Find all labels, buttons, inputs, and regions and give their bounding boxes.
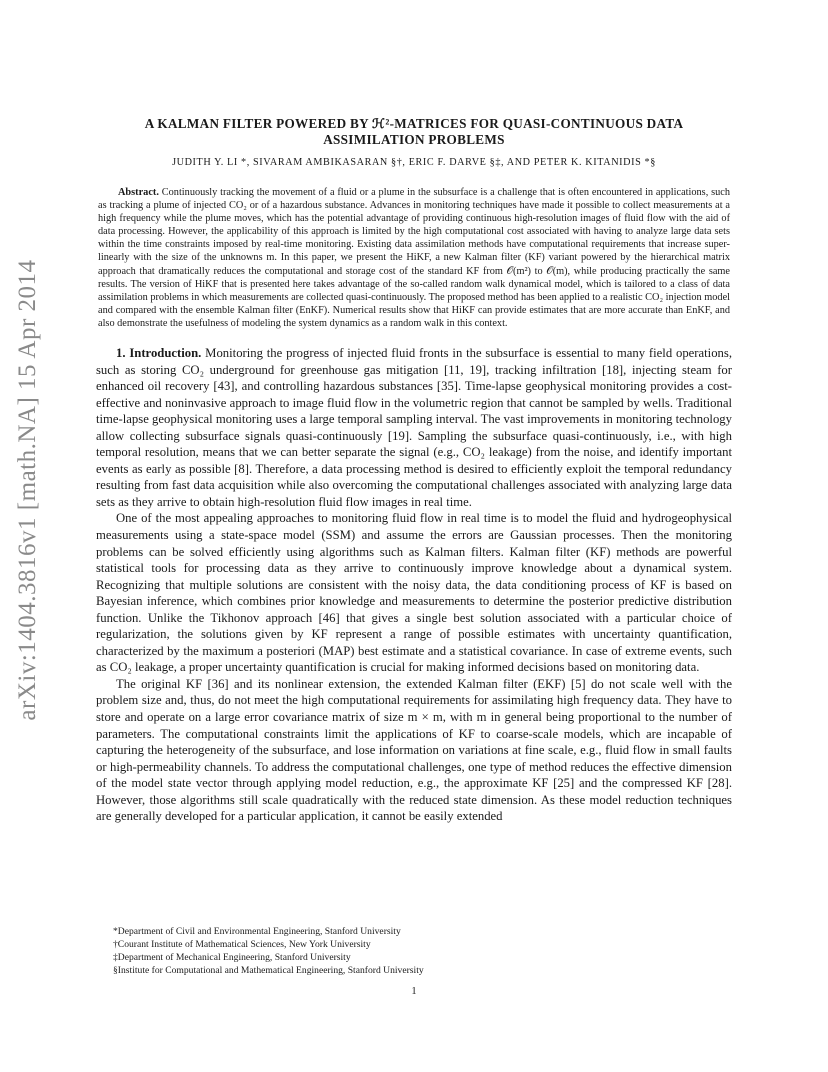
- footnotes: [113, 925, 713, 977]
- footnote: †Courant Institute of Mathematical Sciences, New York University: [113, 939, 371, 950]
- paper-title: [96, 116, 732, 148]
- page-number: 1: [411, 986, 417, 997]
- paragraph-3: The original KF [36] and its nonlinear extension, the extended Kalman filter (EKF) [5] do not scale well with the problem size and, thus, do not meet the high computational requirements for assimilating high frequency data. They have to store and operate on a large error covariance matrix of size m × m, with m in general being proportional to the number of parameters. The computational constraints limit the applications of KF to coarse-scale models, which are incapable of capturing the heterogeneity of the subsurface, and lose information on variations at fine scale, e.g., fluid flow in small faults or high-permeability channels. To address the computational challenges, one type of method reduces the effective dimension of the model state vector through applying model reduction, e.g., the approximate KF [25] and the compressed KF [28]. However, those algorithms still scale quadratically with the reduced state dimension. As these model reduction techniques are generally developed for a particular application, it cannot be easily extended: [96, 676, 732, 824]
- authors: JUDITH Y. LI *, SIVARAM AMBIKASARAN §†, ERIC F. DARVE §‡, AND PETER K. KITANIDIS *§: [172, 157, 656, 168]
- paragraph-1: [96, 345, 732, 510]
- arxiv-stamp: [8, 240, 48, 740]
- paragraph-1-text: Monitoring the progress of injected fluid fronts in the subsurface is essential to many field operations, such as storing CO₂ underground for greenhouse gas mitigation [11, 19], tracking infiltration [18], injecting steam for enhanced oil recovery [43], and controlling hazardous substances [35]. Time-lapse geophysical monitoring provides a cost-effective and noninvasive approach to image fluid flow in the volumetric region that cannot be sampled by wells. Traditional time-lapse geophysical monitoring uses a large temporal sampling interval. The vast improvements in monitoring technology allow collecting subsurface signals quasi-continuously [19]. Sampling the subsurface quasi-continuously, i.e., with high temporal resolution, means that we can better separate the signal (e.g., CO₂ leakage) from the noise, and identify important events as early as possible [8]. Therefore, a data processing method is desired to efficiently exploit the temporal redundancy resulting from fast data acquisition while also overcoming the computational challenges associated with analyzing large data sets as they arrive to obtain high-resolution fluid flow images in real time.: [96, 346, 732, 509]
- footnote: ‡Department of Mechanical Engineering, Stanford University: [113, 952, 351, 963]
- abstract: [98, 186, 730, 330]
- title-line-1: A KALMAN FILTER POWERED BY ℋ²-MATRICES FOR QUASI-CONTINUOUS DATA: [144, 116, 684, 131]
- section-heading: 1. Introduction.: [116, 346, 202, 360]
- paragraph-2: One of the most appealing approaches to monitoring fluid flow in real time is to model the fluid and hydrogeophysical measurements using a state-space model (SSM) and assume the errors are Gaussian processes. Then the monitoring problems can be solved efficiently using algorithms such as Kalman filters. Kalman filter (KF) methods are powerful statistical tools for processing data as they arrive to continuously improve knowledge about a dynamical system. Recognizing that multiple solutions are consistent with the noisy data, the data conditioning process of KF is based on Bayesian inference, which combines prior knowledge and measurements to determine the posterior predictive distribution function. Unlike the Tikhonov approach [46] that gives a single best solution associated with a particular choice of regularization, the solutions given by KF represent a range of possible estimates with uncertainty quantification, characterized by the maximum a posteriori (MAP) best estimate and a statistical covariance. In case of extreme events, such as CO₂ leakage, a proper uncertainty quantification is crucial for making informed decisions based on monitoring data.: [96, 511, 732, 675]
- abstract-text: Continuously tracking the movement of a fluid or a plume in the subsurface is a challenge that is often encountered in applications, such as tracking a plume of injected CO₂ or of a hazardous substance. Advances in monitoring techniques have made it possible to collect measurements at a high frequency while the plume moves, which has the potential advantage of providing continuous high-resolution images of fluid flow with the aid of data processing. However, the applicability of this approach is limited by the high computational cost associated with having to analyze large data sets within the time constraints imposed by real-time monitoring. Existing data assimilation methods have computational requirements that increase super-linearly with the size of the unknowns m. In this paper, we present the HiKF, a new Kalman filter (KF) variant powered by the hierarchical matrix approach that dramatically reduces the computational and storage cost of the standard KF from 𝒪(m²) to 𝒪(m), while producing practically the same results. The version of HiKF that is presented here takes advantage of the so-called random walk dynamical model, which is tailored to a class of data assimilation problems in which measurements are collected quasi-continuously. The proposed method has been applied to a realistic CO₂ injection model and compared with the ensemble Kalman filter (EnKF). Numerical results show that HiKF can provide estimates that are more accurate than EnKF, and also demonstrate the usefulness of modeling the system dynamics as a random walk in this context.: [98, 187, 731, 329]
- introduction-section: [96, 345, 732, 825]
- footnote: §Institute for Computational and Mathematical Engineering, Stanford University: [113, 965, 424, 976]
- footnote: *Department of Civil and Environmental Engineering, Stanford University: [113, 926, 401, 937]
- title-line-2: ASSIMILATION PROBLEMS: [323, 132, 505, 147]
- abstract-heading: Abstract.: [118, 187, 159, 198]
- arxiv-stamp-text: arXiv:1404.3816v1 [math.NA] 15 Apr 2014: [14, 259, 41, 721]
